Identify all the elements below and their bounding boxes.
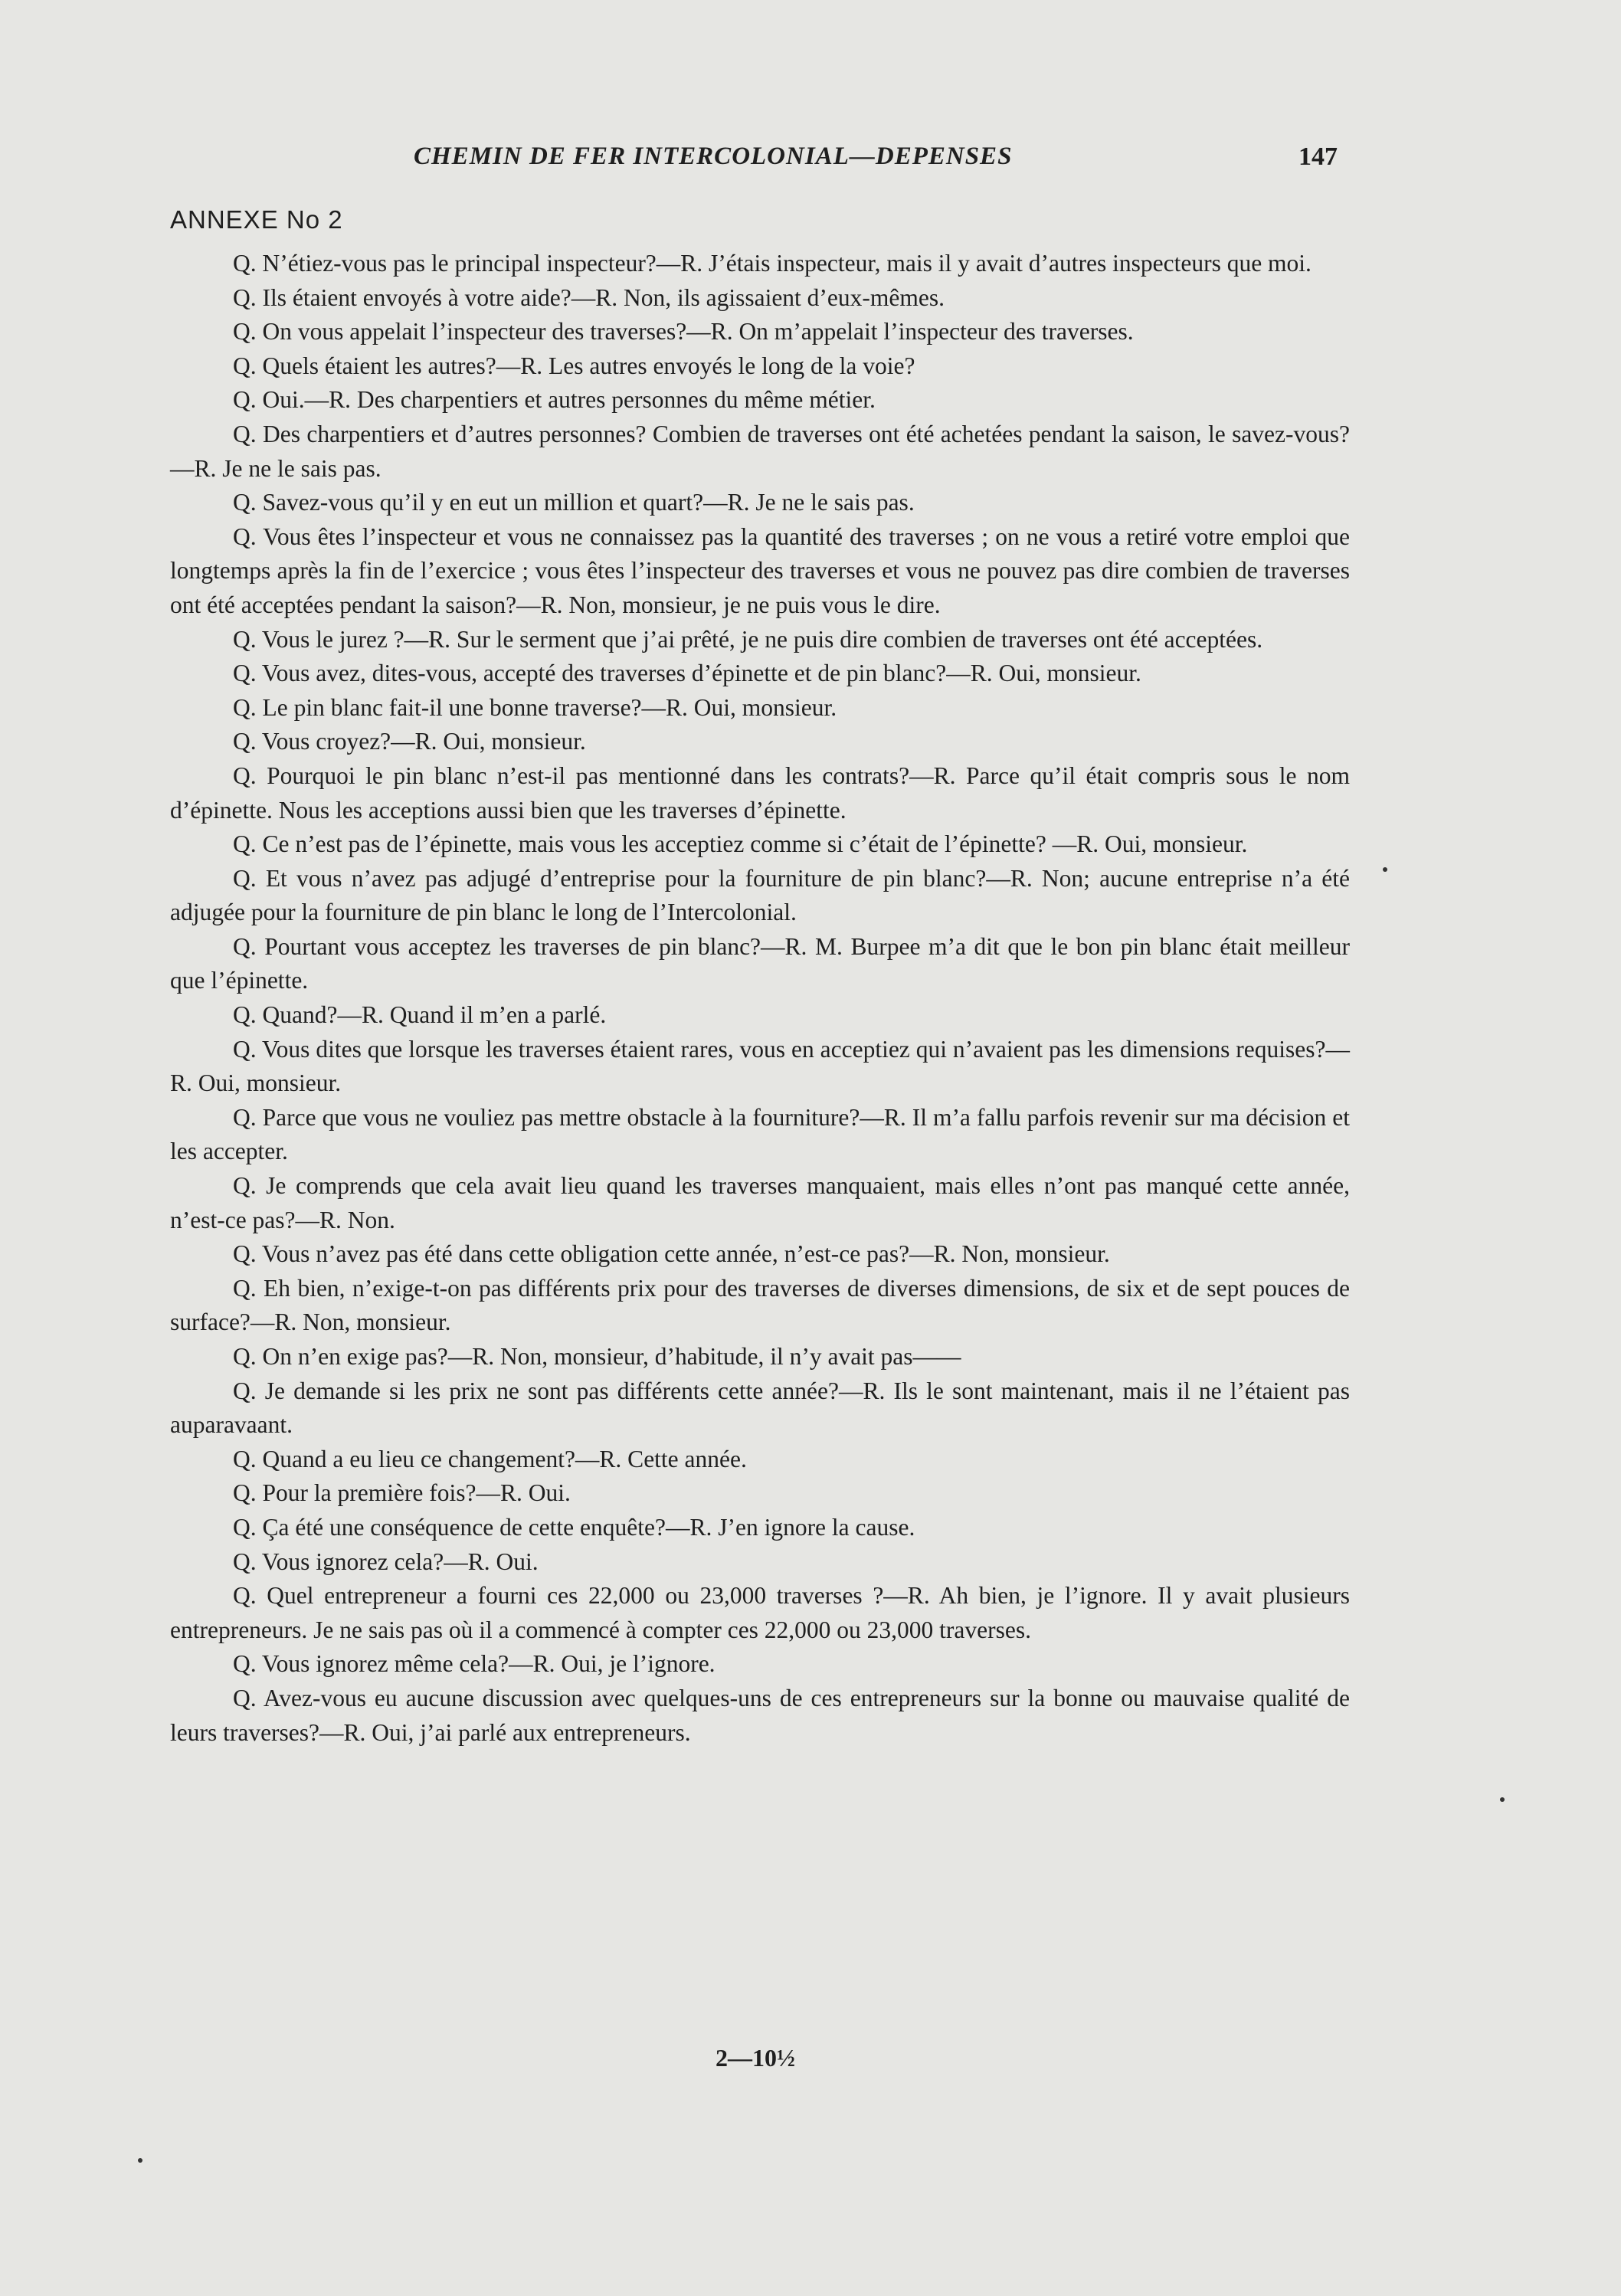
print-speck: [1500, 1797, 1505, 1802]
paragraph: Q. Eh bien, n’exige-t-on pas différents prix pour des traverses de diverses dimensions, de six et de sept pouces de surface?—R. Non, monsieur.: [170, 1274, 1350, 1336]
paragraph: Q. Vous ignorez cela?—R. Oui.: [233, 1548, 539, 1575]
paragraph: Q. Vous dites que lorsque les traverses étaient rares, vous en acceptiez qui n’avaient pas les dimensions requises?—R. Oui, monsieur.: [170, 1035, 1350, 1097]
paragraph: Q. On vous appelait l’inspecteur des traverses?—R. On m’appelait l’inspecteur des traverses.: [233, 318, 1134, 346]
paragraph: Q. Quels étaient les autres?—R. Les autres envoyés le long de la voie?: [233, 352, 915, 379]
paragraph: Q. Ce n’est pas de l’épinette, mais vous les acceptiez comme si c’était de l’épinette? —R. Oui, monsieur.: [233, 830, 1248, 858]
paragraph: Q. Vous le jurez ?—R. Sur le serment que j’ai prêté, je ne puis dire combien de traverses ont été acceptées.: [233, 625, 1263, 653]
running-title: CHEMIN DE FER INTERCOLONIAL—DEPENSES: [414, 142, 1013, 170]
paragraph: Q. Oui.—R. Des charpentiers et autres personnes du même métier.: [233, 386, 876, 414]
paragraph: Q. Pourtant vous acceptez les traverses de pin blanc?—R. M. Burpee m’a dit que le bon pin blanc était meilleur que l’épinette.: [170, 932, 1350, 994]
paragraph: Q. Parce que vous ne vouliez pas mettre obstacle à la fourniture?—R. Il m’a fallu parfois revenir sur ma décision et les accepter.: [170, 1103, 1350, 1165]
print-speck: [138, 2158, 142, 2163]
paragraph: Q. Ça été une conséquence de cette enquête?—R. J’en ignore la cause.: [233, 1513, 915, 1541]
signature-mark: 2—10½: [716, 2044, 795, 2072]
paragraph: Q. On n’en exige pas?—R. Non, monsieur, d’habitude, il n’y avait pas——: [233, 1343, 961, 1370]
paragraph: Q. Vous avez, dites-vous, accepté des traverses d’épinette et de pin blanc?—R. Oui, monsieur.: [233, 660, 1141, 687]
paragraph: Q. Avez-vous eu aucune discussion avec quelques-uns de ces entrepreneurs sur la bonne ou mauvaise qualité de leurs traverses?—R. Oui, j’ai parlé aux entrepreneurs.: [170, 1684, 1350, 1746]
paragraph: Q. Des charpentiers et d’autres personnes? Combien de traverses ont été achetées pendant la saison, le savez-vous?—R. Je ne le sais pas.: [170, 420, 1350, 482]
paragraph: Q. Vous êtes l’inspecteur et vous ne connaissez pas la quantité des traverses ; on ne vous a retiré votre emploi que longtemps après la fin de l’exercice ; vous êtes l’inspecteur des traverses et vous ne pouvez pas dire combien de traverses ont été acceptées pendant la saison?—R. Non, monsieur, je ne puis vous le dire.: [170, 522, 1350, 618]
print-speck: [1383, 867, 1387, 872]
paragraph: Q. N’étiez-vous pas le principal inspecteur?—R. J’étais inspecteur, mais il y avait d’autres inspecteurs que moi.: [233, 250, 1312, 277]
paragraph: Q. Pour la première fois?—R. Oui.: [233, 1479, 571, 1507]
paragraph: Q. Et vous n’avez pas adjugé d’entreprise pour la fourniture de pin blanc?—R. Non; aucune entreprise n’a été adjugée pour la fourniture de pin blanc le long de l’Intercolonial.: [170, 864, 1350, 926]
paragraph: Q. Le pin blanc fait-il une bonne traverse?—R. Oui, monsieur.: [233, 693, 837, 721]
paragraph: Q. Je demande si les prix ne sont pas différents cette année?—R. Ils le sont maintenant, mais il ne l’étaient pas auparavaant.: [170, 1377, 1350, 1439]
paragraph: Q. Quand?—R. Quand il m’en a parlé.: [233, 1001, 607, 1029]
testimony-body: [170, 247, 1350, 1750]
page-number: 147: [1298, 142, 1338, 171]
paragraph: Q. Quand a eu lieu ce changement?—R. Cette année.: [233, 1445, 747, 1472]
paragraph: Q. Vous n’avez pas été dans cette obligation cette année, n’est-ce pas?—R. Non, monsieur.: [233, 1240, 1110, 1268]
paragraph: Q. Savez-vous qu’il y en eut un million et quart?—R. Je ne le sais pas.: [233, 489, 915, 516]
paragraph: Q. Vous ignorez même cela?—R. Oui, je l’ignore.: [233, 1650, 716, 1678]
annex-label: ANNEXE No 2: [170, 205, 343, 234]
paragraph: Q. Je comprends que cela avait lieu quand les traverses manquaient, mais elles n’ont pas manqué cette année, n’est-ce pas?—R. Non.: [170, 1172, 1350, 1233]
paragraph: Q. Pourquoi le pin blanc n’est-il pas mentionné dans les contrats?—R. Parce qu’il était compris sous le nom d’épinette. Nous les acceptions aussi bien que les traverses d’épinette.: [170, 762, 1350, 824]
paragraph: Q. Quel entrepreneur a fourni ces 22,000 ou 23,000 traverses ?—R. Ah bien, je l’ignore. Il y avait plusieurs entrepreneurs. Je ne sais pas où il a commencé à compter ces 22,000 ou 23,000 traverses.: [170, 1582, 1350, 1643]
paragraph: Q. Ils étaient envoyés à votre aide?—R. Non, ils agissaient d’eux-mêmes.: [233, 283, 945, 311]
paragraph: Q. Vous croyez?—R. Oui, monsieur.: [233, 728, 586, 755]
